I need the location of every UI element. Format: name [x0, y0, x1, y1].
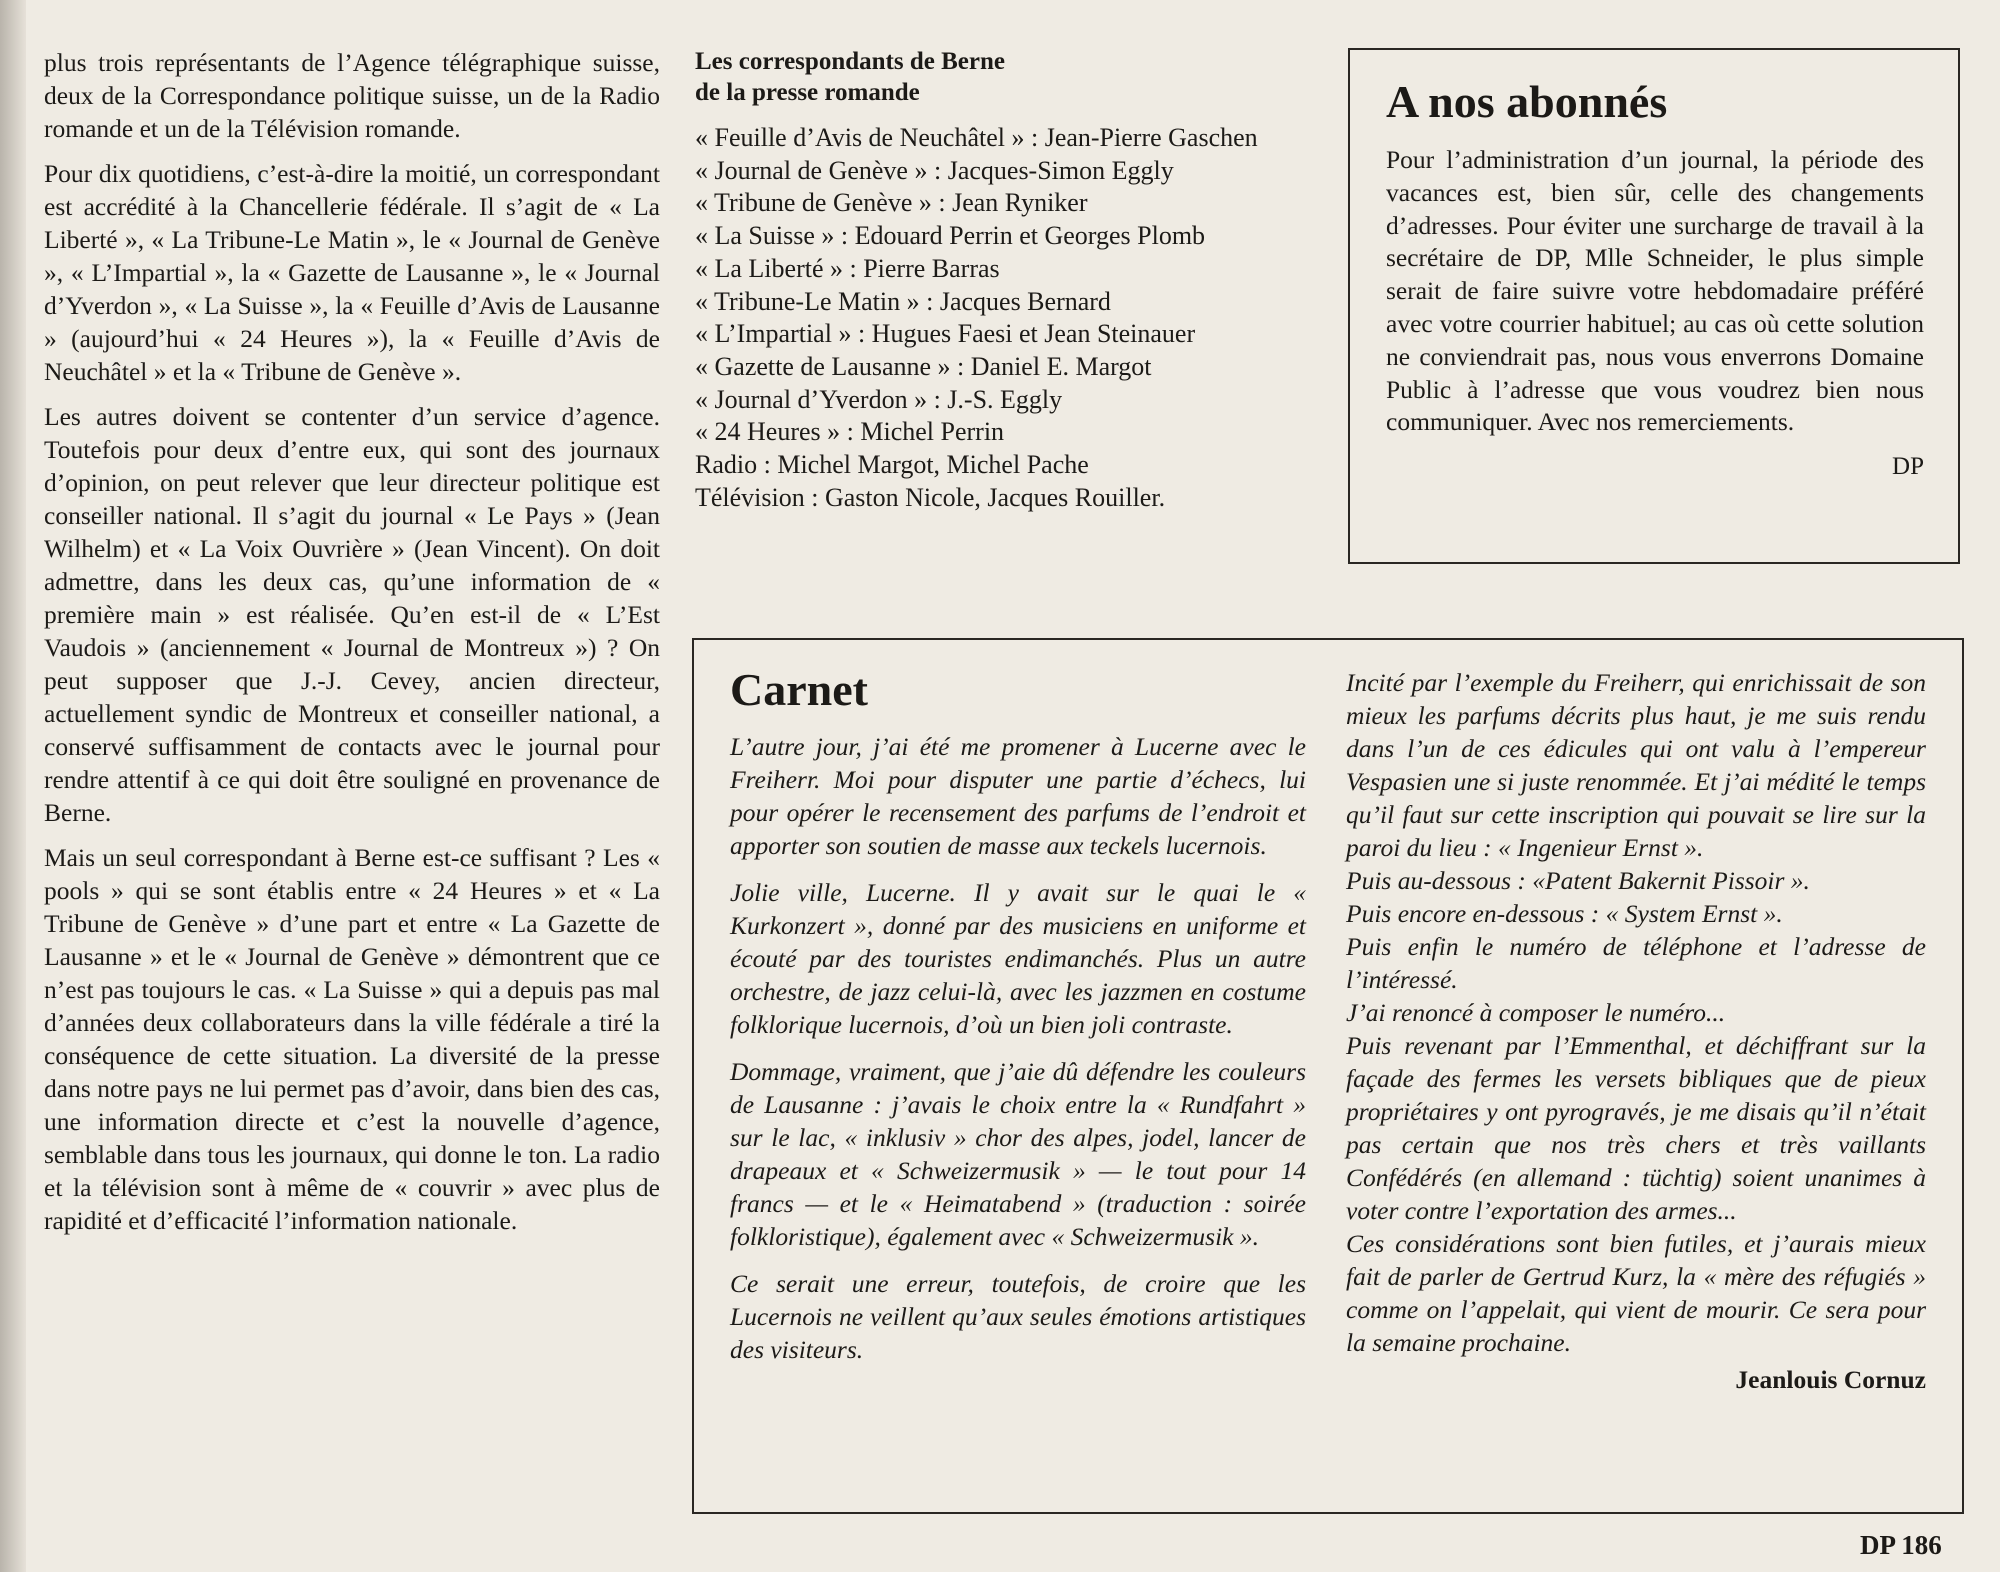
left-article-column	[44, 46, 660, 1249]
carnet-paragraph: Ce serait une erreur, toutefois, de croire que les Lucernois ne veillent qu’aux seules émotions artistiques des visiteurs.	[730, 1269, 1306, 1364]
correspondent-entry: « Gazette de Lausanne » : Daniel E. Margot	[695, 351, 1152, 381]
subscribers-notice-title: A nos abonnés	[1386, 76, 1668, 127]
correspondent-entry: « Tribune de Genève » : Jean Ryniker	[695, 188, 1088, 218]
correspondents-list	[695, 46, 1315, 514]
carnet-signature: Jeanlouis Cornuz	[1735, 1365, 1926, 1394]
correspondent-entry: « 24 Heures » : Michel Perrin	[695, 417, 1005, 447]
carnet-paragraph: Puis enfin le numéro de téléphone et l’adresse de l’intéressé.	[1346, 932, 1926, 994]
carnet-paragraph: Puis au-dessous : «Patent Bakernit Pissoir ».	[1346, 866, 1810, 895]
correspondent-entry: « Feuille d’Avis de Neuchâtel » : Jean-Pierre Gaschen	[695, 123, 1258, 152]
carnet-paragraph: J’ai renoncé à composer le numéro...	[1346, 998, 1726, 1027]
carnet-box	[692, 638, 1964, 1514]
carnet-paragraph: Dommage, vraiment, que j’aie dû défendre les couleurs de Lausanne : j’avais le choix entre la « Rundfahrt » sur le lac, « inklusiv » chor des alpes, jodel, lancer de drapeaux et « Schweizermusik » — le tout pour 14 francs — et le « Heimatabend » (traduction : soirée folkloristique), également avec « Schweizermusik ».	[730, 1057, 1306, 1251]
article-paragraph: Pour dix quotidiens, c’est-à-dire la moitié, un correspondant est accrédité à la Chancellerie fédérale. Il s’agit de « La Liberté », « La Tribune-Le Matin », le « Journal de Genève », « L’Impartial », la « Gazette de Lausanne », le « Journal d’Yverdon », « La Suisse », la « Feuille d’Avis de Lausanne » (aujourd’hui « 24 Heures »), la « Feuille d’Avis de Neuchâtel » et la « Tribune de Genève ».	[44, 159, 660, 386]
carnet-left-column	[730, 662, 1306, 1380]
article-paragraph: Les autres doivent se contenter d’un service d’agence. Toutefois pour deux d’entre eux, qui sont des journaux d’opinion, on peut relever que leur directeur politique est conseiller national. Il s’agit du journal « Le Pays » (Jean Wilhelm) et « La Voix Ouvrière » (Jean Vincent). On doit admettre, dans les deux cas, qu’une information de « première main » est réalisée. Qu’en est-il de « L’Est Vaudois » (anciennement « Journal de Montreux ») ? On peut supposer que J.-J. Cevey, ancien directeur, actuellement syndic de Montreux et conseiller national, a conservé suffisamment de contacts avec le journal pour rendre attentif à ce qui doit être souligné en provenance de Berne.	[44, 402, 660, 827]
page-edge-shadow	[0, 0, 26, 1572]
subscribers-notice-body: Pour l’administration d’un journal, la période des vacances est, bien sûr, celle des changements d’adresses. Pour éviter une surcharge de travail à la secrétaire de DP, Mlle Schneider, le plus simple serait de faire suivre votre hebdomadaire préféré avec votre courrier habituel; au cas où cette solution ne conviendrait pas, nous vous enverrons Domaine Public à l’adresse que vous voudrez bien nous communiquer. Avec nos remerciements.	[1386, 145, 1924, 437]
subscribers-notice-signature: DP	[1892, 453, 1924, 481]
carnet-paragraph: L’autre jour, j’ai été me promener à Lucerne avec le Freiherr. Moi pour disputer une partie d’échecs, lui pour opérer le recensement des parfums de l’endroit et apporter son soutien de masse aux teckels lucernois.	[730, 732, 1306, 860]
article-paragraph: plus trois représentants de l’Agence télégraphique suisse, deux de la Correspondance politique suisse, un de la Radio romande et un de la Télévision romande.	[44, 48, 660, 143]
correspondent-entry: « L’Impartial » : Hugues Faesi et Jean Steinauer	[695, 319, 1196, 349]
carnet-paragraph: Ces considérations sont bien futiles, et j’aurais mieux fait de parler de Gertrud Kurz, la « mère des réfugiés » comme on l’appelait, qui vient de mourir. Ce sera pour la semaine prochaine.	[1346, 1229, 1926, 1357]
carnet-paragraph: Puis revenant par l’Emmenthal, et déchiffrant sur la façade des fermes les versets bibliques que de pieux propriétaires y ont pyrogravés, je me disais qu’il n’était pas certain que nos très chers et très vaillants Confédérés (en allemand : tüchtig) soient unanimes à voter contre l’exportation des armes...	[1346, 1031, 1926, 1225]
carnet-title: Carnet	[730, 664, 868, 715]
page-number: DP 186	[1860, 1530, 1942, 1560]
correspondent-entry: « La Suisse » : Edouard Perrin et Georges Plomb	[695, 221, 1206, 251]
carnet-right-column	[1346, 666, 1926, 1396]
correspondent-entry: Radio : Michel Margot, Michel Pache	[695, 450, 1089, 480]
correspondents-heading: Les correspondants de Berne de la presse romande	[695, 48, 1005, 106]
correspondent-entry: « Journal d’Yverdon » : J.-S. Eggly	[695, 384, 1063, 414]
correspondent-entry: « Tribune-Le Matin » : Jacques Bernard	[695, 286, 1111, 316]
subscribers-notice-box	[1348, 48, 1960, 564]
correspondent-entry: « Journal de Genève » : Jacques-Simon Eggly	[695, 155, 1174, 185]
carnet-paragraph: Puis encore en-dessous : « System Ernst ».	[1346, 899, 1783, 928]
carnet-paragraph: Incité par l’exemple du Freiherr, qui enrichissait de son mieux les parfums décrits plus haut, je me suis rendu dans l’un de ces édicules qui ont valu à l’empereur Vespasien une si juste renommée. Et j’ai médité le temps qu’il faut sur cette inscription qui pouvait se lire sur la paroi du lieu : « Ingenieur Ernst ».	[1346, 668, 1926, 862]
carnet-paragraph: Jolie ville, Lucerne. Il y avait sur le quai le « Kurkonzert », donné par des musiciens en uniforme et écouté par des touristes endimanchés. Plus un autre orchestre, de jazz celui-là, avec les jazzmen en costume folklorique lucernois, d’où un bien joli contraste.	[730, 878, 1306, 1039]
correspondent-entry: Télévision : Gaston Nicole, Jacques Rouiller.	[695, 482, 1166, 512]
article-paragraph: Mais un seul correspondant à Berne est-ce suffisant ? Les « pools » qui se sont établis entre « 24 Heures » et « La Tribune de Genève » d’une part et entre « La Gazette de Lausanne » et le « Journal de Genève » démontrent que ce n’est pas toujours le cas. « La Suisse » qui a depuis pas mal d’années deux collaborateurs dans la ville fédérale a tiré la conséquence de cette situation. La diversité de la presse dans notre pays ne lui permet pas d’avoir, dans bien des cas, une information directe et c’est la nouvelle d’agence, semblable dans tous les journaux, qui donne le ton. La radio et la télévision sont à même de « couvrir » avec plus de rapidité et d’efficacité l’information nationale.	[44, 843, 660, 1235]
correspondent-entry: « La Liberté » : Pierre Barras	[695, 253, 1000, 283]
